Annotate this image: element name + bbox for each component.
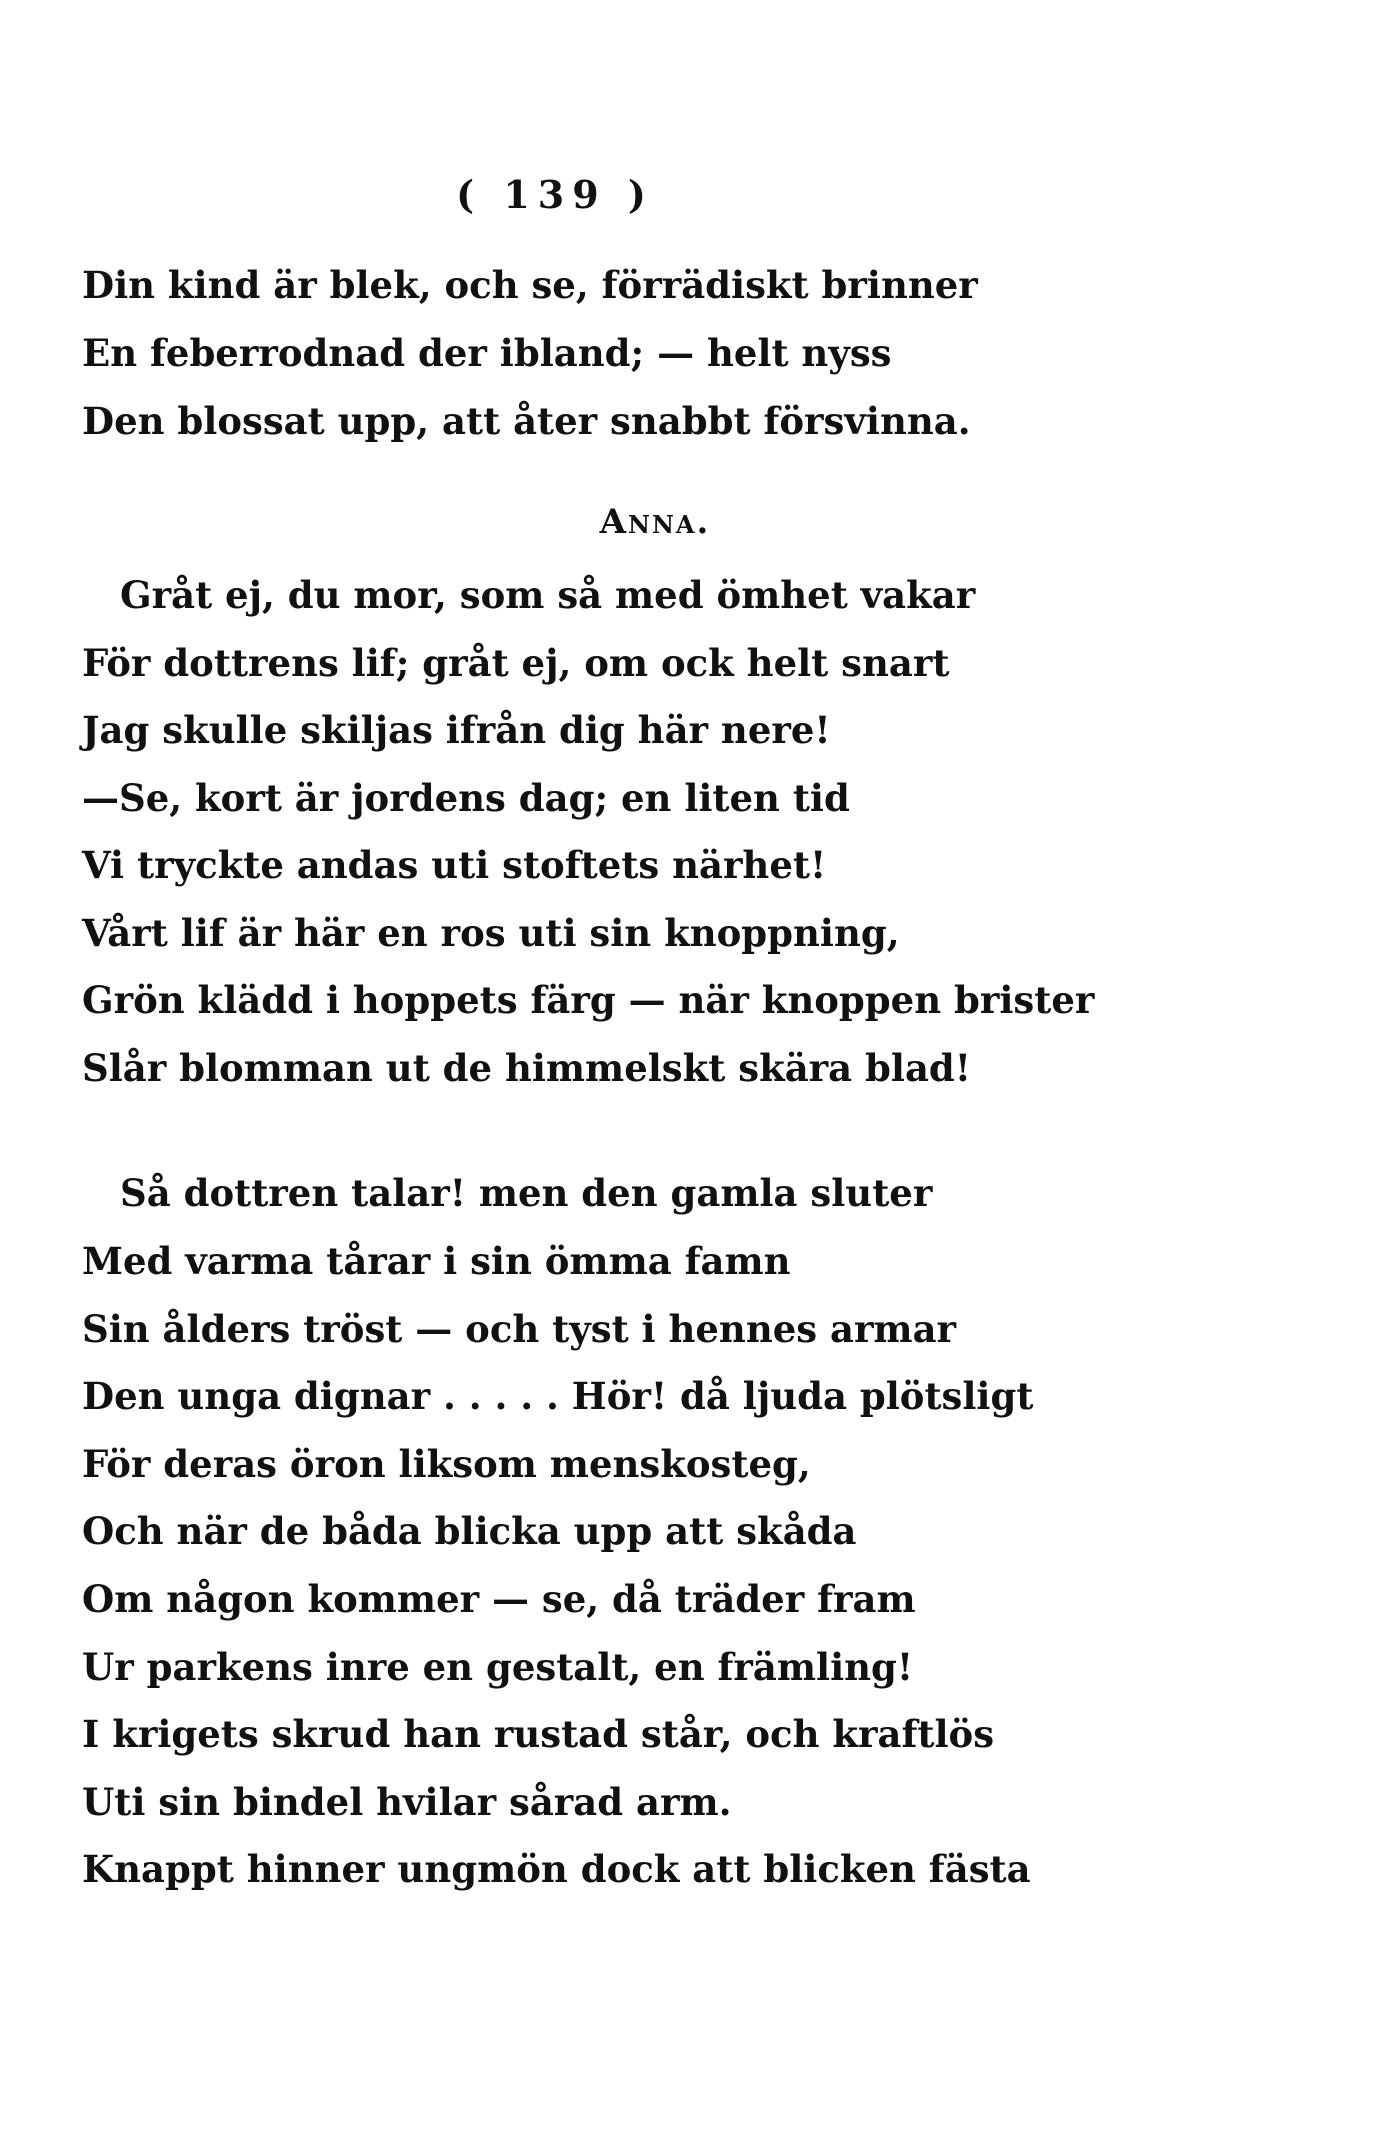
verse-line: För deras öron liksom menskosteg,: [82, 1442, 811, 1486]
verse-line: Ur parkens inre en gestalt, en främling!: [82, 1645, 914, 1689]
verse-line: Uti sin bindel hvilar sårad arm.: [82, 1780, 732, 1824]
verse-line: En feberrodnad der ibland; — helt nyss: [82, 331, 892, 375]
verse-line: Med varma tårar i sin ömma famn: [82, 1239, 791, 1283]
verse-line: Jag skulle skiljas ifrån dig här nere!: [82, 708, 831, 752]
verse-line: För dottrens lif; gråt ej, om ock helt snart: [82, 641, 950, 685]
verse-line: —Se, kort är jordens dag; en liten tid: [82, 776, 850, 820]
page-number: ( 139 ): [456, 172, 654, 217]
verse-line: Så dottren talar! men den gamla sluter: [120, 1171, 933, 1215]
verse-line: Grön klädd i hoppets färg — när knoppen brister: [82, 978, 1095, 1022]
verse-line: Slår blomman ut de himmelskt skära blad!: [82, 1046, 972, 1090]
speaker-name: Anna.: [599, 502, 711, 542]
verse-line: Sin ålders tröst — och tyst i hennes armar: [82, 1307, 957, 1351]
verse-line: Knappt hinner ungmön dock att blicken fästa: [82, 1847, 1031, 1891]
verse-line: I krigets skrud han rustad står, och kraftlös: [82, 1712, 995, 1756]
verse-line: Den blossat upp, att åter snabbt försvinna.: [82, 399, 971, 443]
verse-line: Din kind är blek, och se, förrädiskt brinner: [82, 263, 978, 307]
verse-line: Vi tryckte andas uti stoftets närhet!: [82, 843, 827, 887]
verse-line: Och när de båda blicka upp att skåda: [82, 1509, 857, 1553]
verse-line: Om någon kommer — se, då träder fram: [82, 1577, 916, 1621]
verse-line: Vårt lif är här en ros uti sin knoppning,: [82, 911, 900, 955]
verse-line: Gråt ej, du mor, som så med ömhet vakar: [120, 573, 976, 617]
verse-line: Den unga dignar . . . . . Hör! då ljuda plötsligt: [82, 1374, 1034, 1418]
